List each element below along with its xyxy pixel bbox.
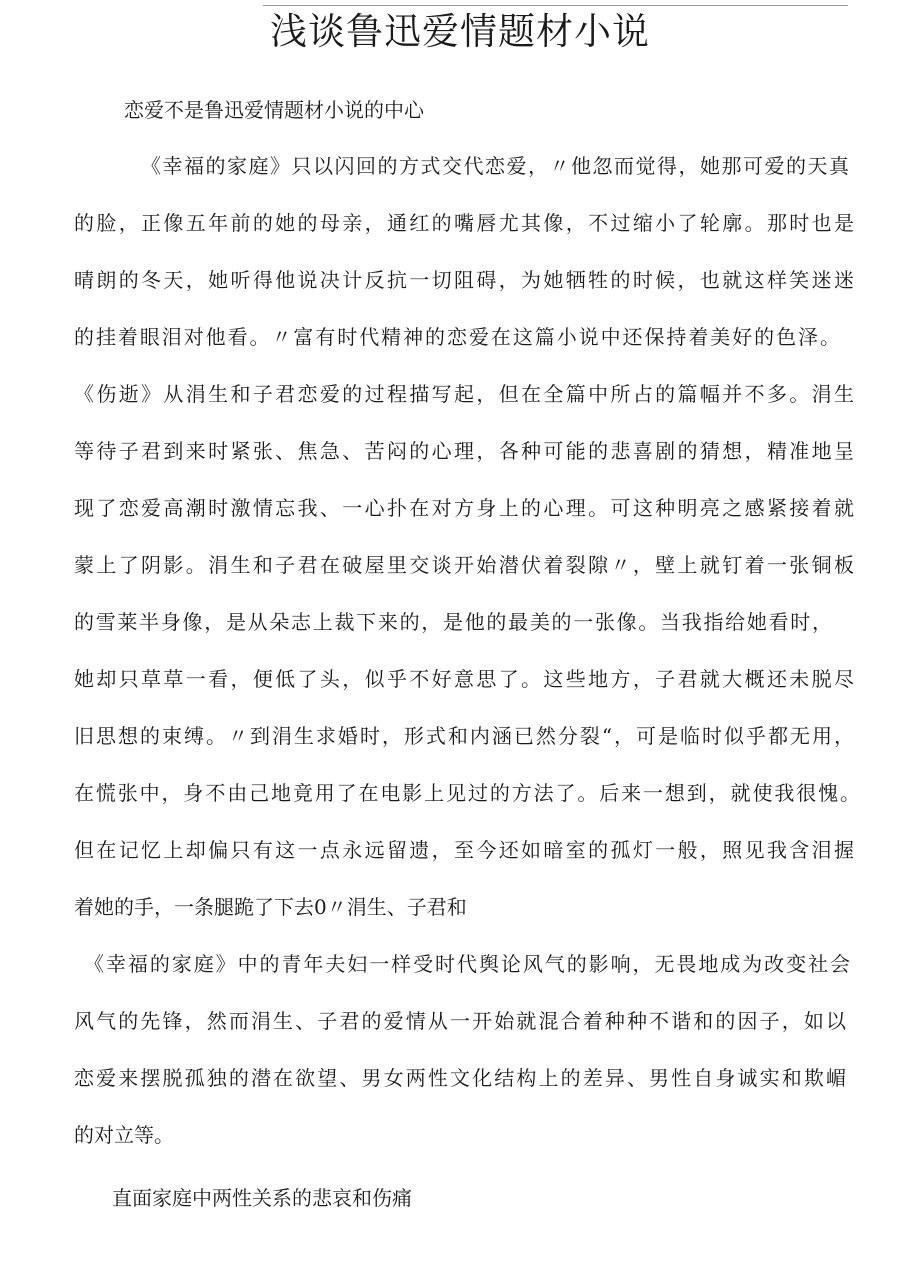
paragraph-line: 《幸福的家庭》中的青年夫妇一样受时代舆论风气的影响，无畏地成为改变社会 [84,952,850,976]
paragraph-line: 《幸福的家庭》只以闪回的方式交代恋爱，〃他忽而觉得，她那可爱的天真 [141,154,849,178]
paragraph-line: 的雪莱半身像，是从朵志上裁下来的，是他的最美的一张像。当我指给她看时， [74,610,832,634]
paragraph-line: 在慌张中，身不由己地竟用了在电影上见过的方法了。后来一想到，就使我很愧。 [74,781,860,805]
section-heading-2: 直面家庭中两性关系的悲哀和伤痛 [112,1186,412,1210]
paragraph-line: 的挂着眼泪对他看。〃富有时代精神的恋爱在这篇小说中还保持着美好的色泽。 [74,325,840,349]
paragraph-line: 恋爱来摆脱孤独的潜在欲望、男女两性文化结构上的差异、男性自身诚实和欺嵋 [74,1066,846,1090]
paragraph-line: 风气的先锋，然而涓生、子君的爱情从一开始就混合着种种不谐和的因子，如以 [74,1009,846,1033]
paragraph-line: 《伤逝》从涓生和子君恋爱的过程描写起，但在全篇中所占的篇幅并不多。涓生 [74,382,854,406]
document-title: 浅谈鲁迅爱情题材小说 [270,10,650,53]
paragraph-line: 等待子君到来时紧张、焦急、苦闷的心理，各种可能的悲喜剧的猜想，精准地呈 [74,439,854,463]
paragraph-line: 她却只草草一看，便低了头，似乎不好意思了。这些地方，子君就大概还未脱尽 [74,667,854,691]
paragraph-line: 旧思想的束缚。〃到涓生求婚时，形式和内涵已然分裂“，可是临时似乎都无用， [74,724,854,748]
paragraph-line: 晴朗的冬天，她听得他说决计反抗一切阻碍，为她牺牲的时候，也就这样笑迷迷 [74,268,854,292]
section-heading-1: 恋爱不是鲁迅爱情题材小说的中心 [124,98,424,122]
paragraph-line: 但在记忆上却偏只有这一点永远留遗，至今还如暗室的孤灯一般，照见我含泪握 [74,838,854,862]
paragraph-line: 的对立等。 [74,1123,174,1147]
paragraph-line: 着她的手，一条腿跪了下去0〃涓生、子君和 [74,895,467,919]
paragraph-line: 现了恋爱高潮时激情忘我、一心扑在对方身上的心理。可这种明亮之感紧接着就 [74,496,854,520]
paragraph-line: 蒙上了阴影。涓生和子君在破屋里交谈开始潜伏着裂隙〃，壁上就钉着一张铜板 [74,553,854,577]
paragraph-line: 的脸，正像五年前的她的母亲，通红的嘴唇尤其像，不过缩小了轮廓。那时也是 [74,211,854,235]
